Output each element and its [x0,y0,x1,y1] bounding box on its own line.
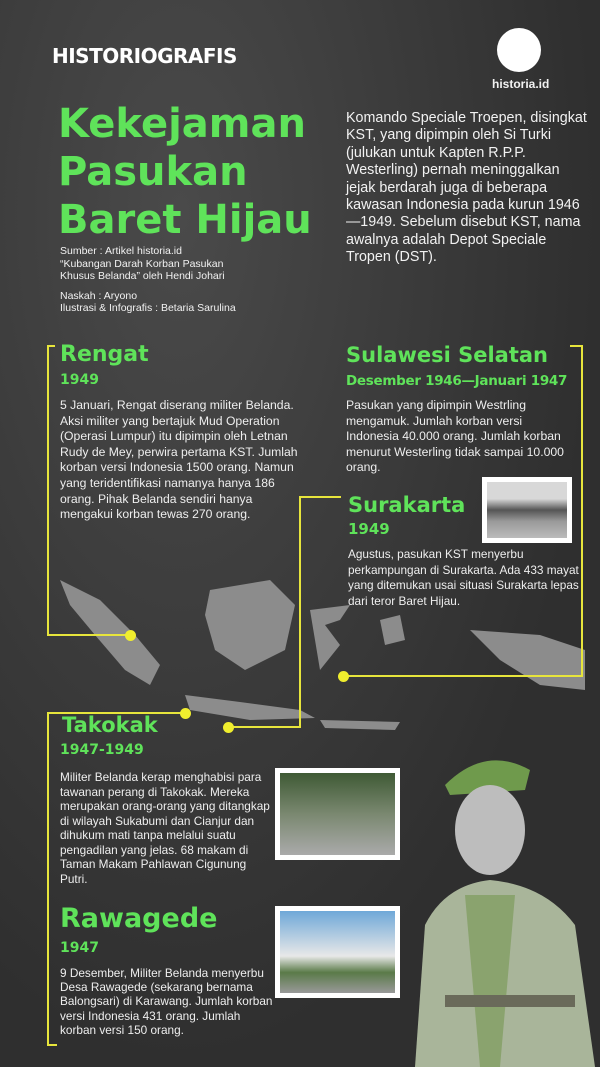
surakarta-connector [299,496,301,727]
event-place: Surakarta [348,493,466,517]
rengat-map-dot [125,630,136,641]
event-text: 9 Desember, Militer Belanda menyerbu Desa Rawagede (sekarang bernama Balongsari) di Karawang. Jumlah korban versi Indonesia 431 orang. Jumlah korban versi 150 orang. [60,966,273,1037]
event-date: 1947-1949 [60,742,144,758]
title-line: Kekejaman [58,101,306,147]
event-date: 1947 [60,940,99,956]
title-line: Baret Hijau [58,197,312,243]
title-line: Pasukan [58,149,248,195]
event-date: 1949 [60,372,99,388]
illustrator-credit: Ilustrasi & Infografis : Betaria Sarulina [60,302,236,314]
source-line: Sumber : Artikel historia.id [60,245,182,257]
credits [60,245,236,315]
surakarta-photo [482,477,572,543]
event-text: Agustus, pasukan KST menyerbu perkampungan di Surakarta. Ada 433 mayat yang ditemukan usai situasi Surakarta lepas dari teror Baret Hijau. [348,547,579,608]
event-place: Sulawesi Selatan [346,343,548,367]
historia-logo-text: historia.id [492,77,550,91]
event-date: 1949 [348,520,390,538]
kalimantan-island [205,580,295,670]
historia-logo-icon [497,28,541,72]
rengat-connector [47,345,49,635]
maluku-islands [380,615,405,645]
event-text: 5 Januari, Rengat diserang militer Belanda. Aksi militer yang bertajuk Mud Operation (Operasi Lumpur) itu dipimpin oleh Letnan Rudy de Mey, perwira pertama KST. Jumlah korban versi Indonesia 1500 orang. Namun yang teridentifikasi namanya hanya 186 orang. Pihak Belanda sendiri hanya mengakui korban tewas 270 orang. [60,398,298,522]
page-title [58,100,312,244]
takokak-cemetery-photo [275,768,400,860]
event-place: Rengat [60,342,149,367]
java-island [185,695,315,720]
surakarta-map-dot [223,722,234,733]
sulawesi-island [310,605,350,670]
writer-credit: Naskah : Aryono [60,289,138,302]
event-text: Militer Belanda kerap menghabisi para tawanan perang di Takokak. Mereka merupakan orang-orang yang ditangkap di wilayah Sukabumi dan Cianjur dan dihukum mati tanpa melalui suatu pengadilan yang jelas. 68 makam di Taman Makam Pahlawan Cigunung Putri. [60,770,270,886]
intro-text: Komando Speciale Troepen, disingkat KST, yang dipimpin oleh Si Turki (julukan untuk Kapten R.P.P. Westerling) pernah meninggalkan jejak berdarah juga di beberapa kawasan Indonesia pada kurun 1946—1949. Sebelum disebut KST, nama awalnya adalah Depot Speciale Tropen (DST). [346,110,587,266]
event-place: Rawagede [60,903,218,934]
event-text: Pasukan yang dipimpin Westrling mengamuk. Jumlah korban versi Indonesia 40.000 orang. Jumlah korban menurut Westerling tidak sampai 10.000 orang. [346,398,564,475]
papua-island [470,630,585,690]
sulawesi-map-dot [338,671,349,682]
nusa-tenggara [320,720,400,730]
sumatra-island [60,580,160,685]
soldier-illustration [405,745,600,1067]
takokak-rawagede-connector [47,712,49,1046]
event-date: Desember 1946—Januari 1947 [346,373,568,389]
historiografis-logo: HISTORIOGRAFIS [52,44,237,68]
source-line: “Kubangan Darah Korban Pasukan [60,257,224,270]
takokak-map-dot [180,708,191,719]
event-place: Takokak [62,713,158,737]
rawagede-monument-photo [275,906,400,998]
sulawesi-connector [581,345,583,676]
source-line: Khusus Belanda” oleh Hendi Johari [60,270,225,282]
